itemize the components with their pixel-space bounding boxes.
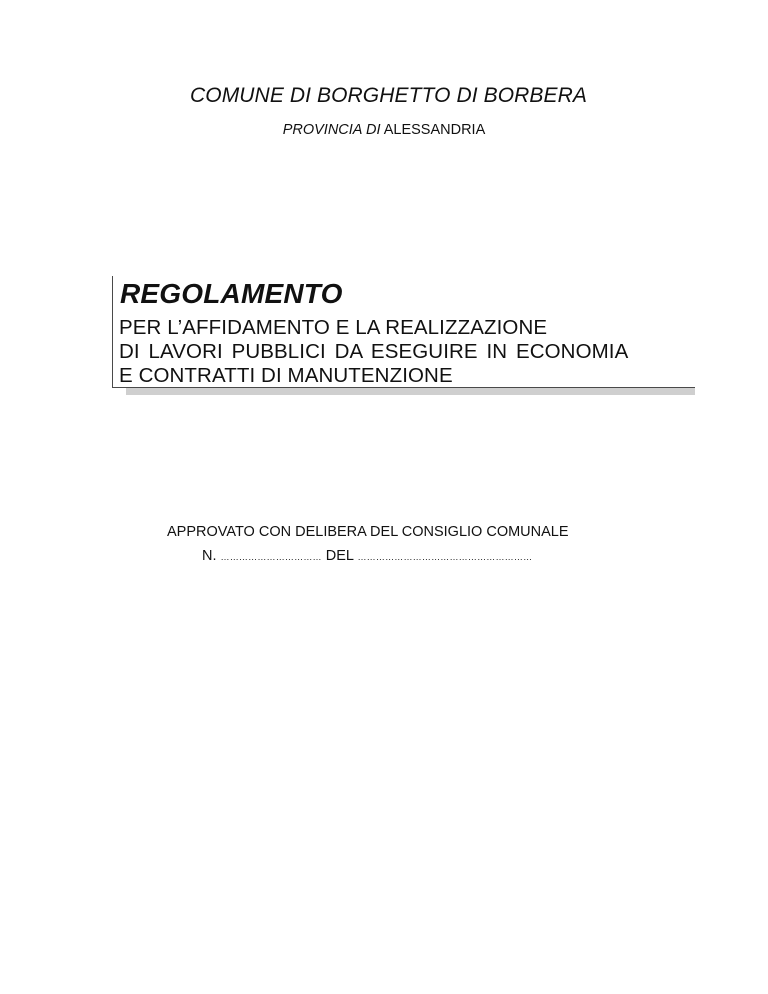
regolamento-subtitle-line-2: DI LAVORI PUBBLICI DA ESEGUIRE IN ECONOMIA: [119, 340, 629, 363]
title-box-shadow: [126, 388, 695, 395]
provincia-line: [0, 122, 768, 138]
regolamento-subtitle-line-1: PER L’AFFIDAMENTO E LA REALIZZAZIONE: [119, 316, 548, 339]
regolamento-title: REGOLAMENTO: [120, 278, 343, 309]
approval-number-line: [202, 548, 532, 564]
number-blank: ……………………………: [220, 552, 322, 562]
provincia-prefix: PROVINCIA DI: [282, 122, 381, 138]
date-label: DEL: [325, 548, 354, 564]
regolamento-title-box: [112, 276, 695, 388]
regolamento-subtitle-line-3: E CONTRATTI DI MANUTENZIONE: [119, 364, 453, 387]
number-label: N.: [202, 548, 217, 564]
date-blank: …………………………………………………: [357, 552, 533, 562]
approval-statement: APPROVATO CON DELIBERA DEL CONSIGLIO COMUNALE: [167, 524, 569, 540]
comune-heading: COMUNE DI BORGHETTO DI BORBERA: [190, 84, 587, 107]
provincia-name: ALESSANDRIA: [383, 122, 486, 138]
